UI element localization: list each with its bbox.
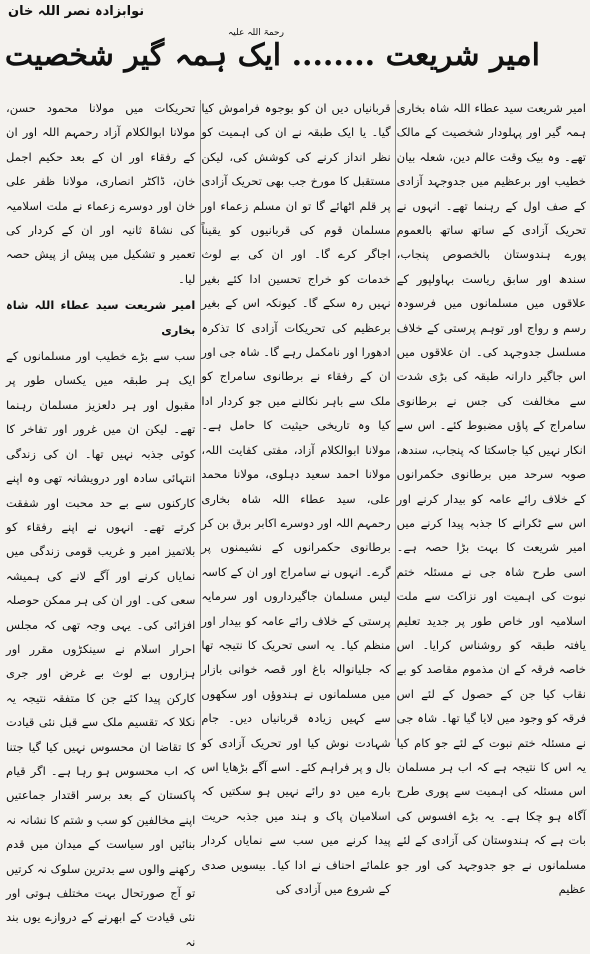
article-columns xyxy=(6,96,586,949)
paragraph: قربانیاں دیں ان کو بوجوہ فراموش کیا گیا۔ یا ایک طبقہ نے ان کی اہمیت کو نظر انداز کرنے کی کوشش کی، لیکن مستقبل کا مورخ جب بھی تحریک آزادی پر قلم اٹھائے گا تو ان مسلم زعماء اور مسلمان قوم کی قربانیوں کو یقیناً اجاگر کرے گا۔ اور ان کی بے لوث خدمات کو خراج تحسین ادا کئے بغیر نہیں رہ سکے گا۔ کیونکہ اس کے بغیر برعظیم کی تحریکات آزادی کا تذکرہ ادھورا اور نامکمل رہے گا۔ شاہ جی اور ان کے رفقاء نے برطانوی سامراج کو ملک سے باہر نکالنے میں جو کردار ادا کیا وہ تاریخی حیثیت کا حامل ہے۔ مولانا ابوالکلام آزاد، مفتی کفایت اللہ، مولانا احمد سعید دہلوی، مولانا محمد علی، سید عطاء اللہ شاہ بخاری رحمہم اللہ اور دوسرے اکابر برق بن کر برطانوی حکمرانوں کے نشیمنوں پر گرے۔ انہوں نے سامراج اور ان کے کاسہ لیس مسلمان جاگیرداروں اور سرمایہ پرستی کے خلاف رائے عامہ کو بیدار اور منظم کیا۔ یہ اسی تحریک کا نتیجہ تھا کہ جلیانوالہ باغ اور قصہ خوانی بازار میں مسلمانوں نے ہندوؤں اور سکھوں سے کہیں زیادہ قربانیاں دیں۔ جام شہادت نوش کیا اور تحریک آزادی کو بال و پر فراہم کئے۔ اسے آگے بڑھایا اس بارے میں دو رائے نہیں ہو سکتیں کہ اسلامیان پاک و ہند میں جذبہ حریت پیدا کرنے میں سب سے نمایاں کردار علمائے احناف نے ادا کیا۔ بیسویں صدی کے شروع میں آزادی کی xyxy=(201,101,391,896)
column-left xyxy=(6,96,196,949)
article-headline: امیر شریعت ........ ایک ہمہ گیر شخصیت xyxy=(4,38,540,73)
paragraph: امیر شریعت سید عطاء اللہ شاہ بخاری ہمہ گیر اور پہلودار شخصیت کے مالک تھے۔ وہ بیک وقت عالم دین، شعلہ بیان خطیب اور برعظیم میں جدوجہد آزادی کے صف اول کے رہنما تھے۔ انہوں نے تحریک آزادی کے ساتھ ساتھ بالعموم پورے ہندوستان بالخصوص پنجاب، سندھ اور سابق ریاست بہاولپور کے علاقوں میں مسلمانوں میں فرسودہ رسم و رواج اور توہم پرستی کے خلاف مسلسل جدوجہد کی۔ ان علاقوں میں اس جاگیر دارانہ طبقہ کی بڑی شدت سے مخالفت کی جس نے برطانوی سامراج کے پاؤں مضبوط کئے۔ اس سے انکار نہیں کیا جاسکتا کہ پنجاب، سندھ، صوبہ سرحد میں برطانوی حکمرانوں کے خلاف رائے عامہ کو بیدار کرنے اور اس سے ٹکرانے کا جذبہ پیدا کرنے میں امیر شریعت کا بہت بڑا حصہ ہے۔ اسی طرح شاہ جی نے مسئلہ ختم نبوت کی اہمیت اور نزاکت سے ملت اسلامیہ اور خاص طور پر جدید تعلیم یافتہ طبقہ کو روشناس کرایا۔ اس خاصہ فرقہ کے ان مذموم مقاصد کو بے نقاب کیا جن کے حصول کے لئے اس فرقہ کو وجود میں لایا گیا تھا۔ شاہ جی نے مسئلہ ختم نبوت کے لئے جو کام کیا یہ اس کا نتیجہ ہے کہ اب ہر مسلمان اس مسئلہ کی اہمیت سے پوری طرح آگاہ ہو چکا ہے۔ یہ بڑے افسوس کی بات ہے کہ ہندوستان کی آزادی کے لئے مسلمانوں نے جو جدوجہد کی اور جو عظیم xyxy=(396,101,586,896)
column-middle xyxy=(201,96,391,896)
author-byline: نوابزادہ نصر اللہ خان xyxy=(8,4,145,19)
column-right xyxy=(396,96,586,896)
honorific: رحمۃ اللہ علیہ xyxy=(228,28,284,38)
paragraph: سب سے بڑے خطیب اور مسلمانوں کے ایک ہر طبقہ میں یکساں طور پر مقبول اور ہر دلعزیز مسلمان رہنما تھے۔ لیکن ان میں غرور اور تفاخر کا کوئی جذبہ نہیں تھا۔ ان کی زندگی انتہائی سادہ اور درویشانہ تھی وہ اپنے کارکنوں سے بے حد محبت اور شفقت کرتے تھے۔ انہوں نے اپنے رفقاء کو بلاتمیز امیر و غریب قومی زندگی میں نمایاں کرنے اور آگے لانے کی ہمیشہ سعی کی۔ اور ان کی ہر ممکن حوصلہ افزائی کی۔ یہی وجہ تھی کہ مجلس احرار اسلام نے سینکڑوں مقرر اور ہزاروں بے لوث بے غرض اور جری کارکن پیدا کئے جن کا متفقہ نتیجہ یہ نکلا کہ تقسیم ملک سے قبل نئی قیادت کا تقاضا ان محسوس نہیں کیا گیا جتنا کہ اب محسوس ہو رہا ہے۔ اگر قیام پاکستان کے بعد برسر اقتدار جماعتیں اپنے مخالفین کو سب و شتم کا نشانہ نہ بنائیں اور سیاست کے میدان میں قدم رکھنے والوں سے بدترین سلوک نہ کرتیں تو آج صورتحال بہت مختلف ہوتی اور نئی قیادت کے ابھرنے کے دروازے یوں بند نہ xyxy=(6,349,196,949)
subheading: امیر شریعت سید عطاء اللہ شاہ بخاری xyxy=(6,298,196,337)
paragraph: تحریکات میں مولانا محمود حسن، مولانا ابوالکلام آزاد رحمہم اللہ اور ان کے رفقاء اور ان کے بعد حکیم اجمل خان، ڈاکٹر انصاری، مولانا ظفر علی خان اور دوسرے زعماء نے ملت اسلامیہ کی نشاۃ ثانیہ اور ان کے کردار کی تعمیر و تشکیل میں پیش از پیش حصہ لیا۔ xyxy=(6,101,196,286)
